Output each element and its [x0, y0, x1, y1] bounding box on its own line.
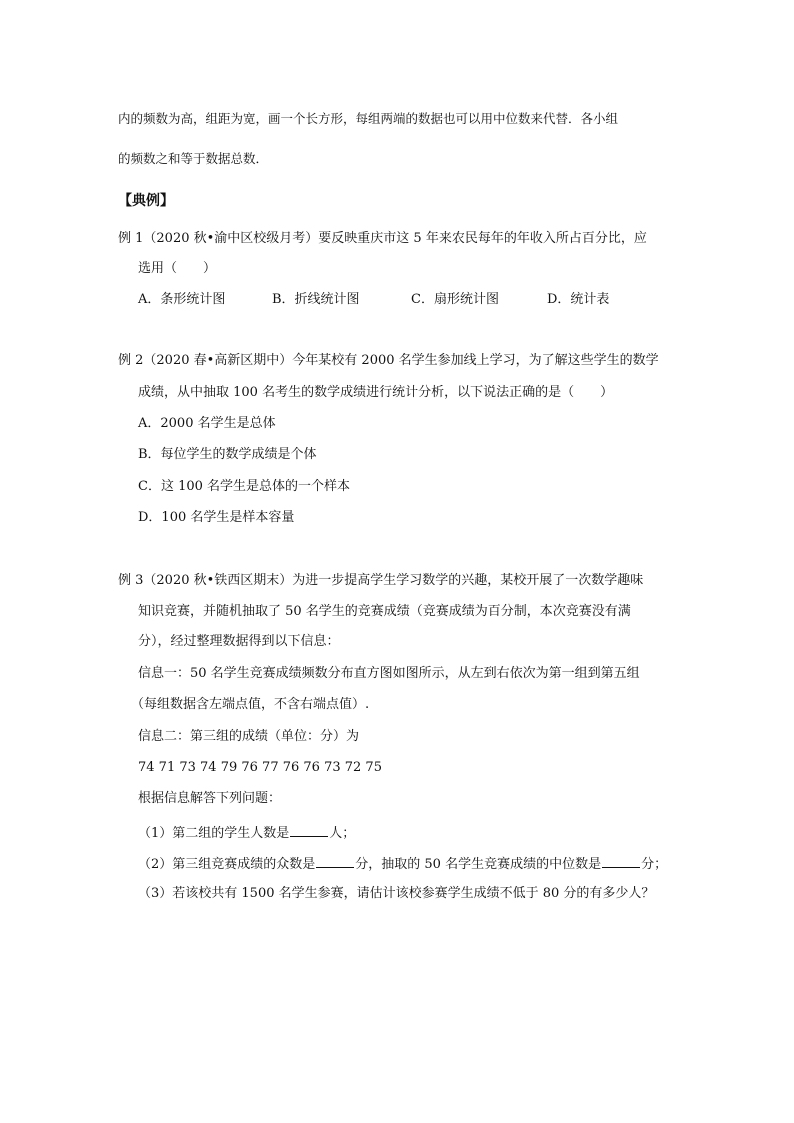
question-1-unit: 人；	[329, 826, 356, 841]
intro-line-2: 的频数之和等于数据总数．	[118, 151, 269, 166]
example-3-prompt: 根据信息解答下列问题：	[138, 791, 282, 806]
example-1-option-c: C．扇形统计图	[411, 292, 499, 307]
example-1-option-a: A．条形统计图	[138, 292, 226, 307]
question-2-text: （2）第三组竞赛成绩的众数是	[138, 857, 316, 872]
example-2-option-b: B．每位学生的数学成绩是个体	[138, 447, 317, 462]
example-3-line-1: 例 3（2020 秋•铁西区期末）为进一步提高学生学习数学的兴趣，某校开展了一次数学趣味	[118, 573, 644, 588]
question-2-mid: 分，抽取的 50 名学生竞赛成绩的中位数是	[355, 857, 602, 872]
example-2-line-2: 成绩，从中抽取 100 名考生的数学成绩进行统计分析，以下说法正确的是（ ）	[138, 385, 614, 400]
example-3-info-1-note: （每组数据含左端点值，不含右端点值）.	[131, 697, 370, 712]
example-1-line-1: 例 1（2020 秋•渝中区校级月考）要反映重庆市这 5 年来农民每年的年收入所占百分比，应	[118, 231, 647, 246]
answer-blank-1	[290, 822, 328, 837]
example-3-line-2: 知识竞赛，并随机抽取了 50 名学生的竞赛成绩（竞赛成绩为百分制，本次竞赛没有满	[138, 604, 631, 619]
section-title: 【典例】	[118, 193, 174, 209]
question-1	[138, 822, 355, 843]
example-1-option-d: D．统计表	[547, 292, 610, 307]
example-2-option-d: D．100 名学生是样本容量	[138, 510, 295, 525]
question-2	[138, 853, 667, 874]
question-1-text: （1）第二组的学生人数是	[138, 826, 290, 841]
question-3: （3）若该校共有 1500 名学生参赛，请估计该校参赛学生成绩不低于 80 分的有多少人？	[138, 886, 655, 901]
example-3-scores: 74 71 73 74 79 76 77 76 76 73 72 75	[138, 760, 382, 775]
answer-blank-3	[602, 853, 640, 868]
example-1-option-b: B．折线统计图	[272, 292, 360, 307]
answer-blank-2	[316, 853, 354, 868]
example-2-option-c: C．这 100 名学生是总体的一个样本	[138, 479, 351, 494]
example-3-line-3: 分），经过整理数据得到以下信息：	[138, 634, 340, 649]
example-2-line-1: 例 2（2020 春•高新区期中）今年某校有 2000 名学生参加线上学习，为了解这些学生的数学	[118, 353, 659, 368]
question-2-unit: 分；	[641, 857, 668, 872]
example-1-line-2: 选用（ ）	[138, 261, 217, 276]
example-2-option-a: A．2000 名学生是总体	[138, 416, 276, 431]
example-3-info-2: 信息二：第三组的成绩（单位：分）为	[138, 729, 360, 744]
example-3-info-1: 信息一：50 名学生竞赛成绩频数分布直方图如图所示，从左到右依次为第一组到第五组	[138, 666, 640, 681]
intro-line-1: 内的频数为高，组距为宽，画一个长方形，每组两端的数据也可以用中位数来代替．各小组	[118, 111, 619, 126]
